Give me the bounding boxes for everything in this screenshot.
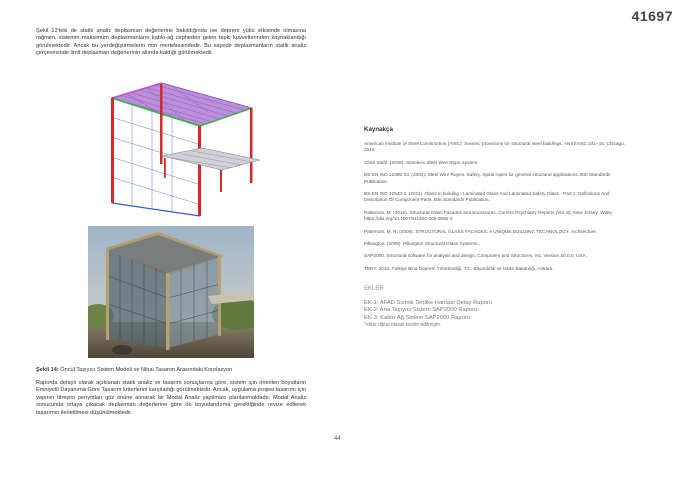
reference-item	[364, 266, 626, 272]
reference-item	[364, 160, 626, 166]
reference-item	[364, 141, 626, 154]
page-number: 44	[334, 436, 341, 442]
column-back-right	[250, 108, 253, 183]
column-front-left	[111, 98, 114, 203]
right-column	[364, 126, 626, 328]
reference-item	[364, 172, 626, 185]
figure-caption	[36, 367, 306, 373]
closing-paragraph: Raporda detaylı olarak açıklanan statik analiz ve tasarım sonuçlarına göre, sistem için önerilen boyutların Emniyetli Dayanıma Göre Tasarım kriterlerini karşıladığı görülmektedir. Ancak, uygulama projesi tasarımı için yapının titreşim periyotları göz önüne alınarak bir Modal Analiz yapılması planlanmaktadır. Modal Analiz sonucunda ortaya çıkacak deplasman değerlerine göre ön boyutlandırma gerektiğinde revize edilerek tasarımın ilerletilmesi düşünülmektedir.	[36, 380, 306, 416]
intro-paragraph: Şekil 13'teki de statik analiz deplasman değerlerine bakıldığında ise deprem yükü etkisinde olmasına rağmen, sistemin maksimum deplasmanların kablo-ağ cepheden gelen tepki kuvvetlerinden kaynaklandığı görülmektedir. Ancak bu yerdeğiştirmelerin mm mertebesindedir. Bu sayede deplasmanların statik analiz çerçevesinde limit deplasman değerlerinin altında kaldığı görülmektedir.	[36, 28, 306, 57]
appendix-list	[364, 300, 626, 322]
references-list	[364, 141, 626, 272]
reference-text: BS-EN ISO 12543-1. (2011). Glass in building - Laminated Glass And Laminated Safety Glass - Part 1: Definitions And Description Of Component Parts. BSI Standards Publication.	[364, 191, 610, 203]
appendix-heading: EKLER	[364, 286, 384, 293]
design-render-photo	[88, 226, 254, 358]
appendix-item: EK-3: Kablo-Ağ Sistem SAP2000 Raporu	[364, 314, 471, 321]
reference-text: TBDY. 2018. Türkiye Bina Deprem Yönetmeliği, T.C. Bayındırlık ve İskân Bakanlığı, Ankara.	[364, 265, 554, 271]
frame-column-front	[166, 273, 170, 350]
canopy-column	[220, 170, 222, 192]
appendix-item: EK-1: AFAD Sismik Tehlike Haritası Detay Raporu	[364, 300, 493, 307]
closing-section	[36, 380, 306, 417]
reference-item	[364, 210, 626, 223]
reference-item	[364, 229, 626, 235]
frame-column-left	[106, 248, 109, 340]
base-beam	[112, 203, 200, 216]
reference-item	[364, 191, 626, 204]
reference-item	[364, 253, 626, 259]
reference-italic: Stainless Steel Wire Rope System.	[405, 159, 479, 165]
figure-label: Şekil 14:	[36, 367, 59, 373]
figure-caption-text: Öncül Taşıyıcı Sistem Modeli ve Nihai Tasarım Arasındaki Korelasyon	[60, 367, 233, 373]
column-back-left	[160, 84, 163, 164]
canopy	[162, 148, 260, 170]
shrub	[112, 345, 132, 355]
reference-text: Patterson, M. R. (2008). STRUCTURAL GLASS FACADES: A UNIQUE BUILDING TECHNOLOGY. Architecture.	[364, 228, 598, 234]
reference-text: Pilkington. (2009). Pilkington Structural Glass Systems .	[364, 241, 480, 247]
reference-text: SAP2000. Structural software for analysis and design. Computers and Structures, Inc. Version 20.0.0. USA.	[364, 253, 588, 259]
reference-text: American Institute of Steel Construction (AISC). Seismic provisions for structural steel buildings. ANSI/AISC 341–16. Chicago. 2016.	[364, 141, 626, 153]
reference-text: Patterson, M. (2015). Structural Glass Facades and Enclosures. Current Psychiatry Reports (Vol. 8). New Jersey: Wiley. https://doi.org/10.1007/s11920-006-0082-3	[364, 209, 613, 222]
canopy-column-2	[164, 158, 166, 178]
references-heading: Kaynakça	[364, 126, 393, 133]
left-column	[36, 28, 306, 58]
page-id: 41697	[631, 8, 673, 24]
appendix-item: EK-2: Ana Taşıyıcı Sistem SAP2000 Raporu	[364, 307, 478, 314]
appendix-note: *ekler dijital olarak teslim edilmiştir.	[364, 321, 442, 328]
reference-item	[364, 241, 626, 247]
reference-text: BS-EN ISO 12385-10. (2003). Steel Wire Ropes. Safety. Spiral ropes for general structural applications. BSI Standards Publication.	[364, 172, 611, 184]
structural-model-figure	[92, 78, 262, 218]
reference-text: Chari Stahl. (2018).	[364, 159, 406, 165]
column-front-right	[198, 126, 201, 216]
